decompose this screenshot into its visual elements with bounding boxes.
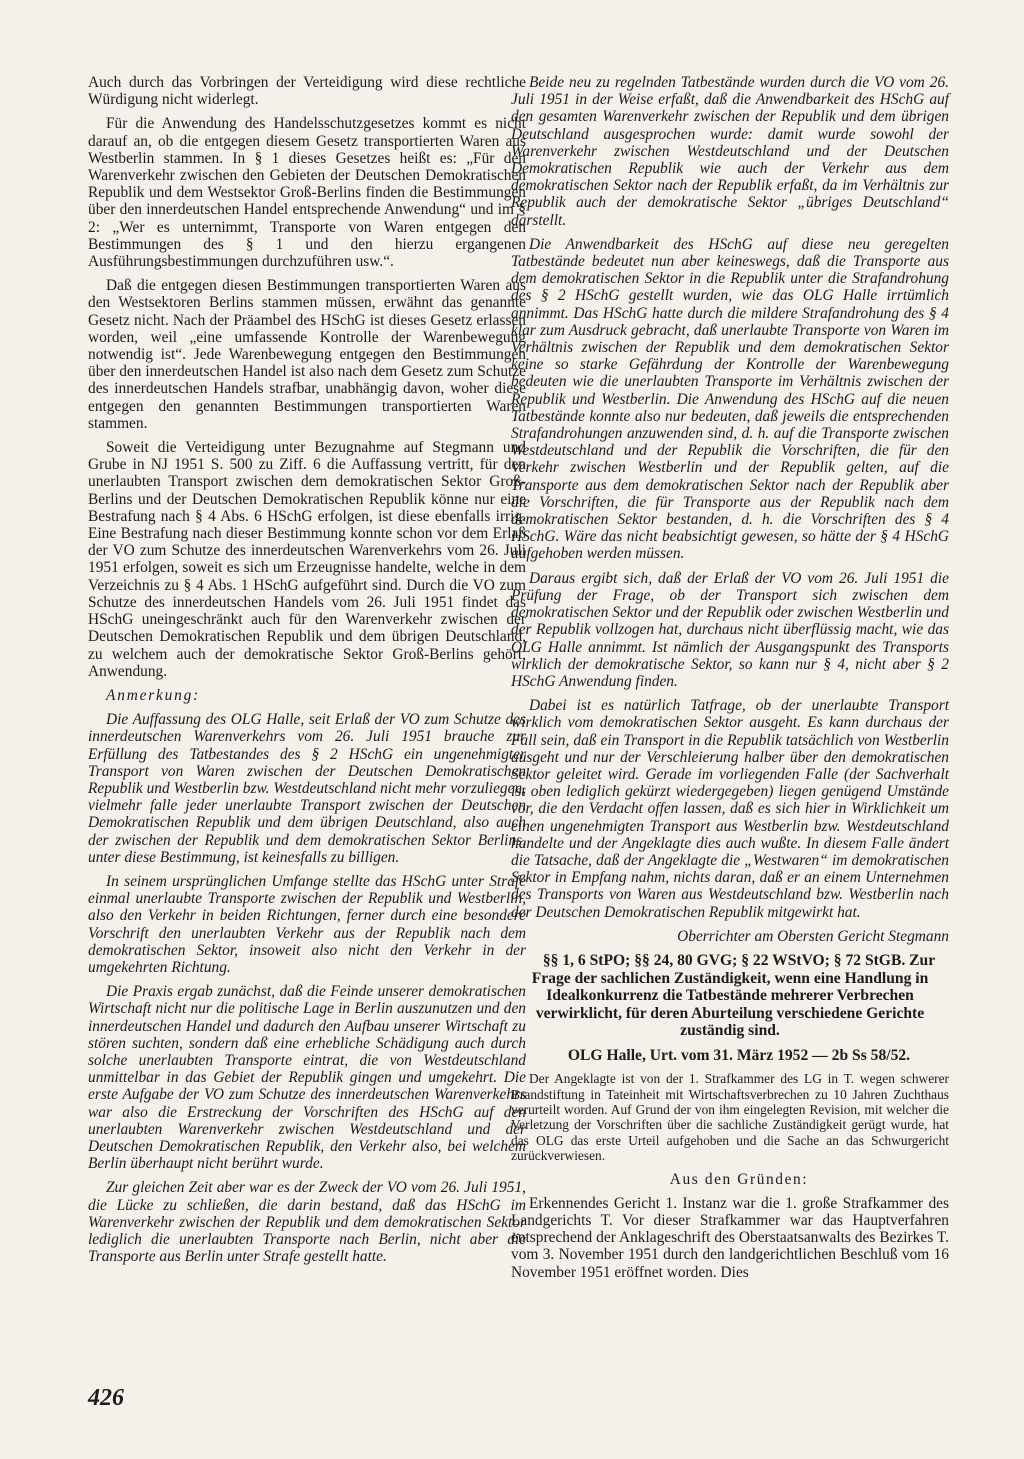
page-number: 426 [88, 1385, 124, 1411]
paragraph: Daß die entgegen diesen Bestimmungen transportierten Waren aus den Westsektoren Berlins stammen müssen, erwähnt das genannte Gesetz nicht. Nach der Präambel des HSchG ist dieses Gesetz erlassen worden, weil „eine umfassende Kontrolle der Warenbewegung notwendig ist“. Jede Warenbewegung entgegen den Bestimmungen über den innerdeutschen Handel ist also nach dem Gesetz zum Schutze des innerdeutschen Handels strafbar, unabhängig davon, woher diese entgegen den genannten Bestimmungen transportierten Waren stammen. [88, 277, 526, 432]
anmerkung-paragraph: Die Auffassung des OLG Halle, seit Erlaß der VO zum Schutze des innerdeutschen Warenverkehrs vom 26. Juli 1951 brauche zur Erfüllung des Tatbestandes des § 2 HSchG ein ungenehmigter Transport von Waren zwischen der Deutschen Demokratischen Republik und Westberlin bzw. Westdeutschland nicht mehr vorzuliegen, vielmehr falle jeder unerlaubte Transport zwischen der Deutschen Demokratischen Republik und dem übrigen Deutschland, also auch der zwischen der Republik und dem demokratischen Sektor Berlins, unter diese Bestimmung, ist keinesfalls zu billigen. [88, 711, 526, 866]
author-signature: Oberrichter am Obersten Gericht Stegmann [677, 927, 949, 945]
paragraph: Erkennendes Gericht 1. Instanz war die 1. große Strafkammer des Landgerichts T. Vor dieser Strafkammer war das Hauptverfahren entsprechend der Anklageschrift des Oberstaatsanwalts des Bezirkes T. vom 3. November 1951 durch den landgerichtlichen Beschluß vom 16 November 1951 eröffnet worden. Dies [511, 1194, 949, 1281]
anmerkung-paragraph: Beide neu zu regelnden Tatbestände wurden durch die VO vom 26. Juli 1951 in der Weise erfaßt, daß die Anwendbarkeit des HSchG auf den gesamten Warenverkehr zwischen der Republik und dem übrigen Deutschland ausgesprochen wurde: damit wurde sowohl der Warenverkehr zwischen Westdeutschland und der Deutschen Demokratischen Republik wie auch der Verkehr aus dem demokratischen Sektor nach der Republik erfaßt, da im Verhältnis zur Republik auch der demokratische Sektor „übriges Deutschland“ darstellt. [511, 74, 949, 229]
paragraph: Auch durch das Vorbringen der Verteidigung wird diese rechtliche Würdigung nicht widerlegt. [88, 74, 526, 109]
right-column [511, 74, 949, 1288]
anmerkung-paragraph: Daraus ergibt sich, daß der Erlaß der VO vom 26. Juli 1951 die Prüfung der Frage, ob der Transport sich zwischen dem demokratischen Sektor und der Republik oder zwischen Westberlin und der Republik vollzogen hat, durchaus nicht überflüssig macht, wie das OLG Halle annimmt. Ist nämlich der Ausgangspunkt des Transports wirklich der demokratische Sektor, so kann nur § 4, nicht aber § 2 HSchG Anwendung finden. [511, 569, 949, 690]
left-column [88, 74, 526, 1272]
case-summary: Der Angeklagte ist von der 1. Strafkammer des LG in T. wegen schwerer Brandstiftung in Tateinheit mit Wirtschaftsverbrechen zu 10 Jahren Zuchthaus verurteilt worden. Auf Grund der von ihm eingelegten Revision, mit welcher die Verletzung der Vorschriften über die sachliche Zuständigkeit gerügt wurde, hat das OLG das erste Urteil aufgehoben und die Sache an das Schwurgericht zurückverwiesen. [511, 1071, 949, 1164]
anmerkung-paragraph: Dabei ist es natürlich Tatfrage, ob der unerlaubte Transport wirklich vom demokratischen Sektor ausgeht. Es kann durchaus der Fall sein, daß ein Transport in die Republik tatsächlich von Westberlin ausgeht und nur der Verschleierung halber über den demokratischen Sektor geleitet wird. Gerade im vorliegenden Falle (der Sachverhalt ist oben lediglich gekürzt wiedergegeben) liegen genügend Umstände vor, die den Verdacht offen lassen, daß es sich hier in Wirklichkeit um einen ungenehmigten Transport aus Westberlin bzw. Westdeutschland handelte und der Angeklagte dies auch wußte. In diesem Falle ändert die Tatsache, daß der Angeklagte die „Westwaren“ im demokratischen Sektor in Empfang nahm, nichts daran, daß er an einem Unternehmen des Transports von Waren aus Westdeutschland bzw. Westberlin nach der Deutschen Demokratischen Republik mitgewirkt hat. [511, 697, 949, 921]
anmerkung-paragraph: Die Praxis ergab zunächst, daß die Feinde unserer demokratischen Wirtschaft nicht nur die politische Lage in Berlin auszunutzen und den innerdeutschen Handel und dadurch den Aufbau unserer Wirtschaft zu stören suchten, sondern daß eine erhebliche Schädigung auch durch solche unerlaubten Transporte eintrat, die von Westdeutschland unmittelbar in das Gebiet der Republik gingen und umgekehrt. Die erste Aufgabe der VO zum Schutze des innerdeutschen Warenverkehrs war also die Erstreckung der Vorschriften des HSchG auf den unerlaubten Warenverkehr zwischen Westdeutschland und der Deutschen Demokratischen Republik, den Verkehr also, bei welchem Berlin überhaupt nicht berührt wurde. [88, 983, 526, 1173]
anmerkung-heading: Anmerkung: [106, 686, 201, 704]
paragraph: Soweit die Verteidigung unter Bezugnahme auf Stegmann und Grube in NJ 1951 S. 500 zu Ziff. 6 die Auffassung vertritt, für den unerlaubten Transport zwischen dem demokratischen Sektor Groß-Berlins und der Deutschen Demokratischen Republik könne nur eine Bestrafung nach § 4 Abs. 6 HSchG erfolgen, ist diese ebenfalls irrig. Eine Bestrafung nach dieser Bestimmung konnte schon vor dem Erlaß der VO zum Schutze des innerdeutschen Warenverkehrs vom 26. Juli 1951 erfolgen, soweit es sich um Erzeugnisse handelte, welche in dem Verzeichnis zu § 4 Abs. 1 HSchG aufgeführt sind. Durch die VO zum Schutze des innerdeutschen Handels vom 26. Juli 1951 findet das HSchG uneingeschränkt auch für den Warenverkehr zwischen der Deutschen Demokratischen Republik und dem übrigen Deutschland, zu welchem auch der demokratische Sektor Groß-Berlins gehört, Anwendung. [88, 439, 526, 680]
gruende-heading: Aus den Gründen: [669, 1170, 809, 1188]
anmerkung-paragraph: Die Anwendbarkeit des HSchG auf diese neu geregelten Tatbestände bedeutet nun aber keineswegs, daß die Transporte aus dem demokratischen Sektor in die Republik unter die Strafandrohung des § 2 HSchG gestellt wurden, wie das OLG Halle irrtümlich annimmt. Das HSchG hatte durch die mildere Strafandrohung des § 4 klar zum Ausdruck gebracht, daß unerlaubte Transporte von Waren im Verhältnis zwischen der Republik und dem demokratischen Sektor keine so starke Gefährdung der Kontrolle der Warenbewegung bedeuten wie die unerlaubten Transporte im Verhältnis zwischen der Republik und Westberlin. Die Anwendung des HSchG auf die neuen Tatbestände konnte also nur bedeuten, daß jeweils die entsprechenden Strafandrohungen anzuwenden sind, d. h. auf die Transporte zwischen Westdeutschland und der Republik die Vorschriften, die für den Verkehr zwischen Westberlin und der Republik gelten, auf die Transporte aus dem demokratischen Sektor nach der Republik aber die Vorschriften, die für Transporte aus der Republik nach dem demokratischen Sektor bestanden, d. h. die Vorschriften des § 4 HSchG. Wäre das nicht beabsichtigt gewesen, so hätte der § 4 HSchG aufgehoben werden müssen. [511, 235, 949, 563]
paragraph: Für die Anwendung des Handelsschutzgesetzes kommt es nicht darauf an, ob die entgegen diesem Gesetz transportierten Waren aus Westberlin stammen. In § 1 dieses Gesetzes heißt es: „Für den Warenverkehr zwischen den Gebieten der Deutschen Demokratischen Republik und dem Westsektor Groß-Berlins finden die Bestimmungen über den innerdeutschen Handel entsprechende Anwendung“ und im § 2: „Wer es unternimmt, Transporte von Waren entgegen den Bestimmungen des § 1 und den hierzu ergangenen Ausführungsbestimmungen durchzuführen usw.“. [88, 115, 526, 271]
anmerkung-paragraph: Zur gleichen Zeit aber war es der Zweck der VO vom 26. Juli 1951, die Lücke zu schließen, die darin bestand, daß das HSchG im Warenverkehr zwischen der Republik und dem demokratischen Sektor lediglich die unerlaubten Transporte nach Berlin, nicht aber die Transporte aus Berlin unter Strafe gestellt hatte. [88, 1179, 526, 1266]
case-heading: §§ 1, 6 StPO; §§ 24, 80 GVG; § 22 WStVO; § 72 StGB. Zur Frage der sachlichen Zuständigkeit, wenn eine Handlung in Idealkonkurrenz die Tatbestände mehrerer Verbrechen verwirklicht, für deren Aburteilung verschiedene Gerichte zuständig sind. [531, 951, 936, 1040]
case-court-reference: OLG Halle, Urt. vom 31. März 1952 — 2b Ss 58/52. [567, 1046, 911, 1064]
anmerkung-paragraph: In seinem ursprünglichen Umfange stellte das HSchG unter Strafe einmal unerlaubte Transporte zwischen der Republik und Westberlin, also den Verkehr in beiden Richtungen, ferner durch eine besondere Vorschrift den unerlaubten Verkehr aus der Republik nach dem demokratischen Sektor, insoweit also nicht den Verkehr in der umgekehrten Richtung. [88, 872, 526, 976]
